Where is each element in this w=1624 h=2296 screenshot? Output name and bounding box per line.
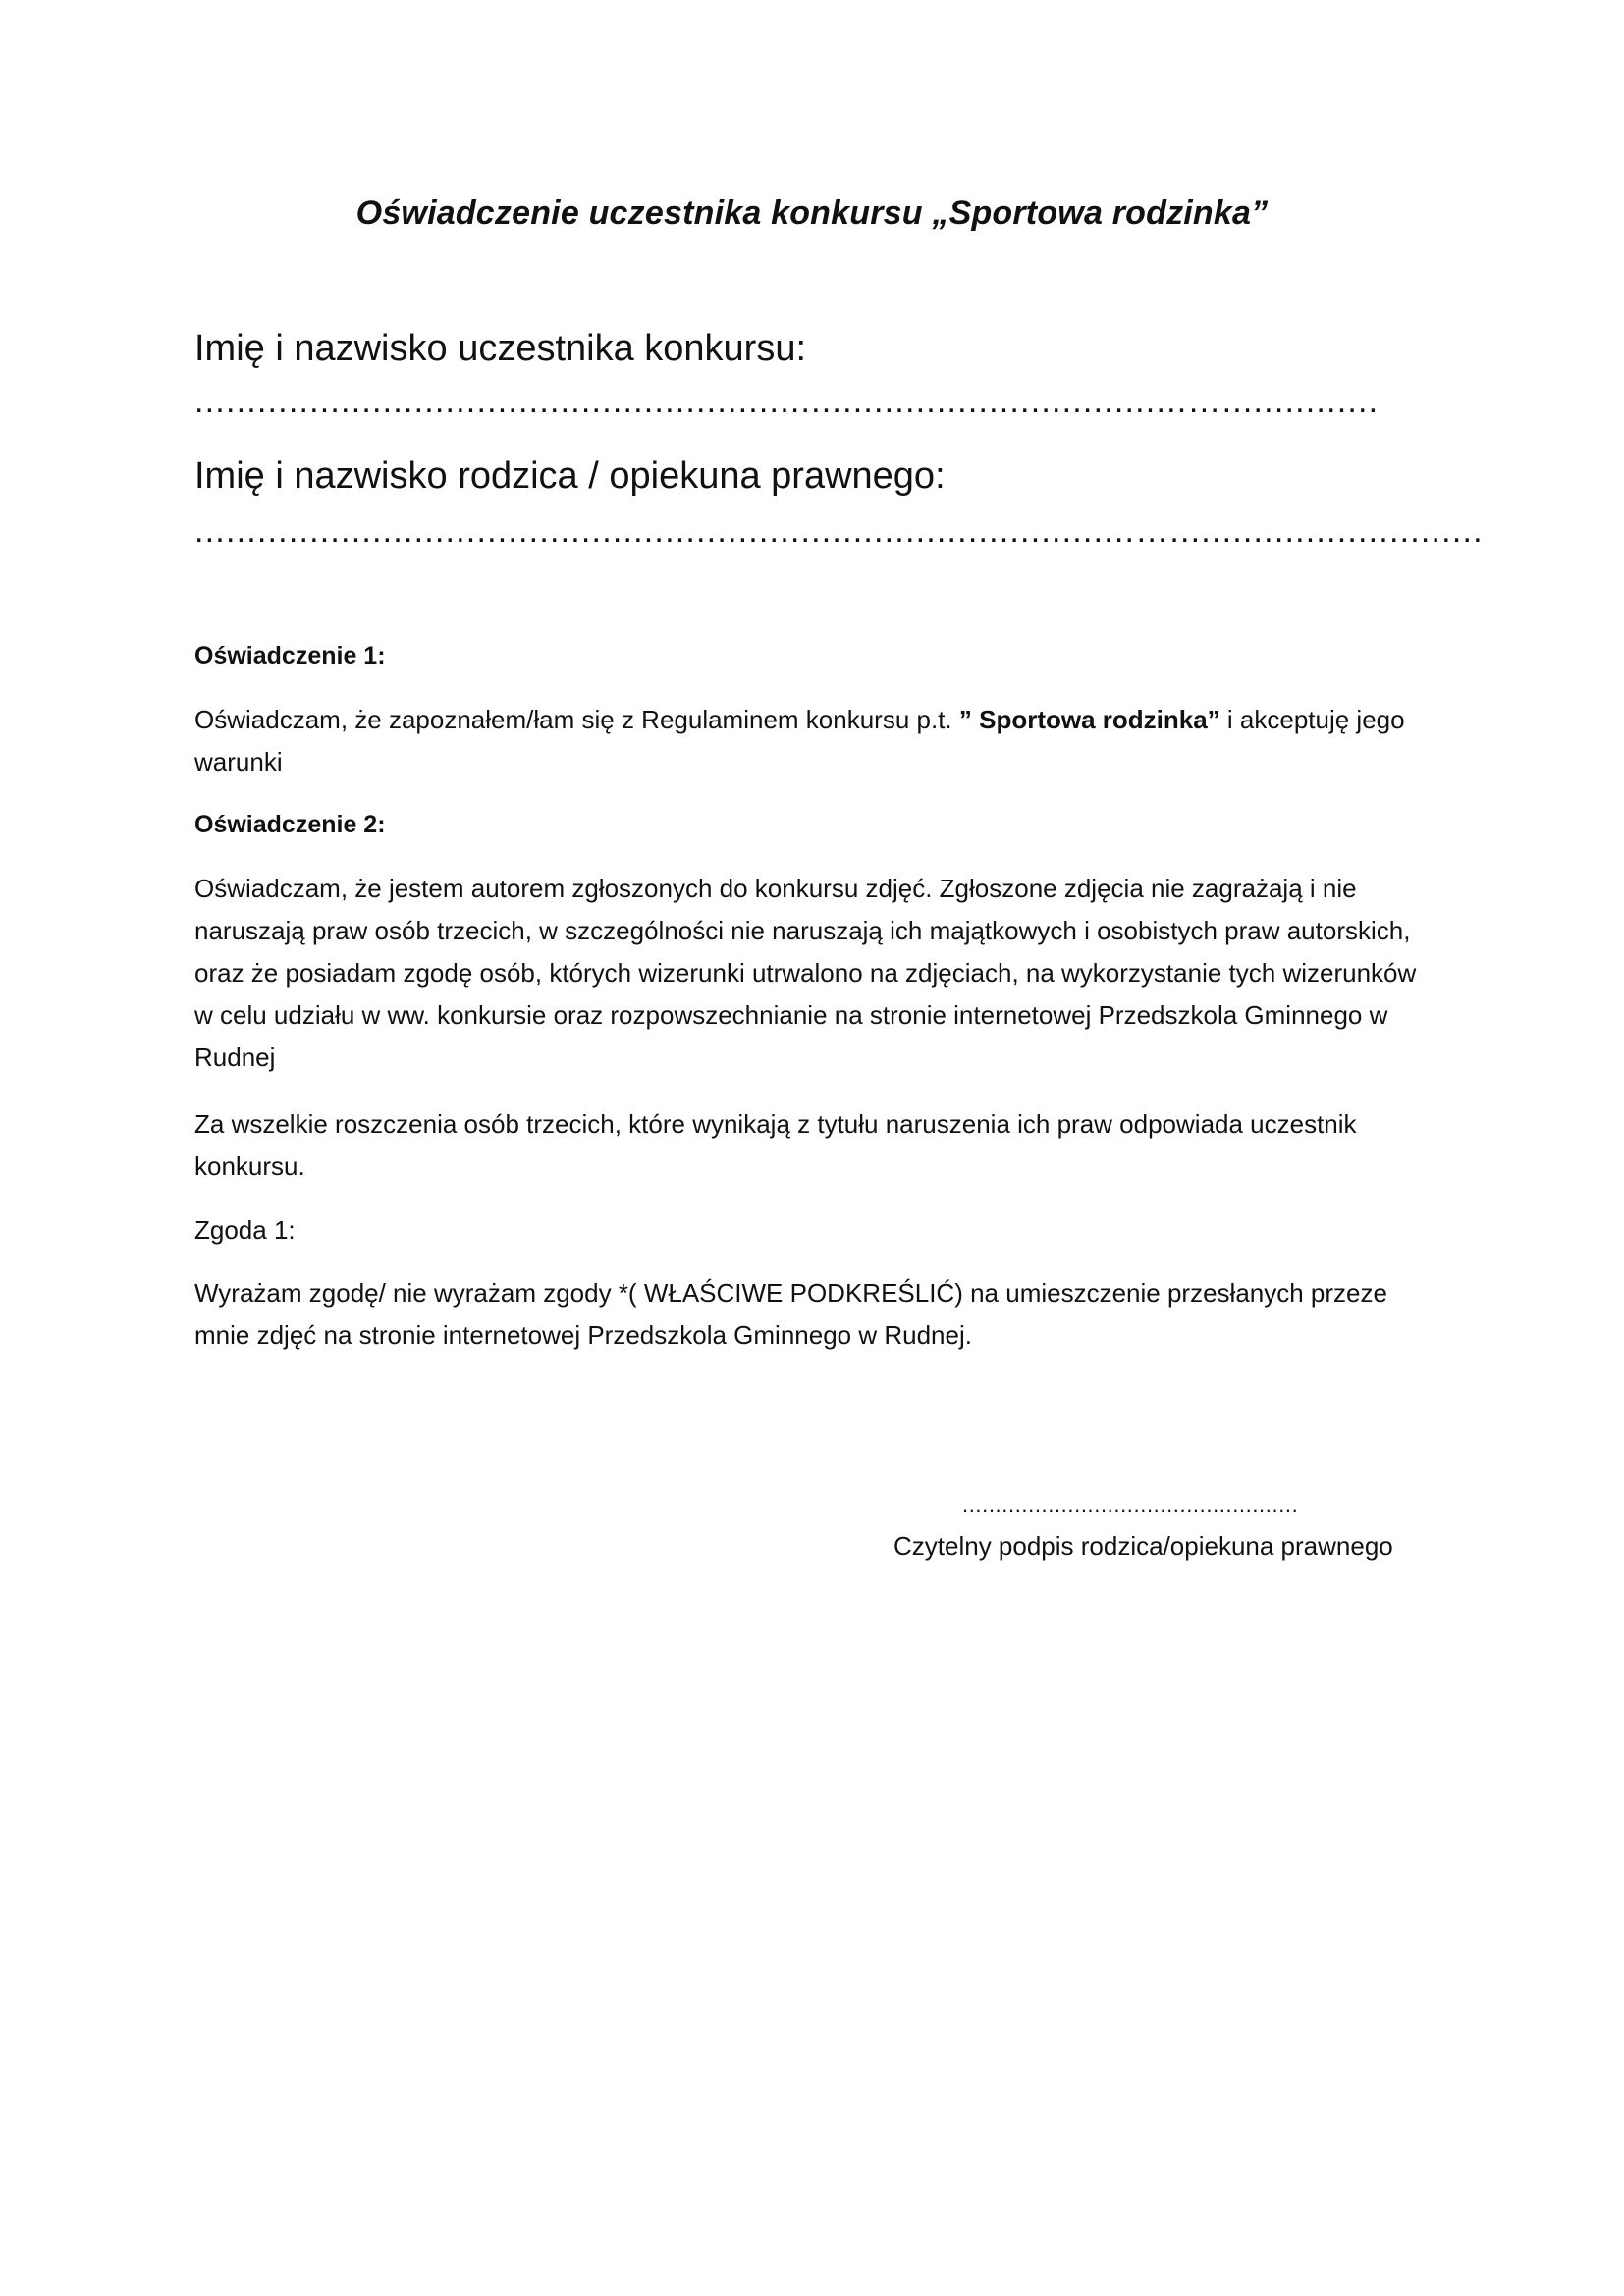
consent1-text: Wyrażam zgodę/ nie wyrażam zgody *( WŁAŚCIWE PODKREŚLIĆ) na umieszczenie przesłanych przeze mnie zdjęć na stronie internetowej Przedszkola Gminnego w Rudnej. <box>194 1278 1387 1350</box>
statement1-contest-name: ” Sportowa rodzinka” <box>958 705 1220 734</box>
parent-name-label: Imię i nazwisko rodzica / opiekuna prawnego: <box>194 455 946 497</box>
participant-name-label: Imię i nazwisko uczestnika konkursu: <box>194 328 807 369</box>
liability-text: Za wszelkie roszczenia osób trzecich, które wynikają z tytułu naruszenia ich praw odpowiada uczestnik konkursu. <box>194 1109 1357 1181</box>
statement2-text: Oświadczam, że jestem autorem zgłoszonych do konkursu zdjęć. Zgłoszone zdjęcia nie zagrażają i nie naruszają praw osób trzecich, w szczególności nie naruszają ich majątkowych i osobistych praw autorskich, oraz że posiadam zgodę osób, których wizerunki utrwalono na zdjęciach, na wykorzystanie tych wizerunków w celu udziału w ww. konkursie oraz rozpowszechnianie na stronie internetowej Przedszkola Gminnego w Rudnej <box>194 874 1417 1072</box>
consent1-heading: Zgoda 1: <box>194 1215 296 1245</box>
signature-label: Czytelny podpis rodzica/opiekuna prawnego <box>893 1531 1393 1561</box>
parent-name-line: ..........................................................................................….............................. <box>194 512 1484 550</box>
document-title: Oświadczenie uczestnika konkursu „Sportowa rodzinka” <box>355 194 1269 232</box>
statement2-heading: Oświadczenie 2: <box>194 811 386 838</box>
signature-line: ................................................... <box>962 1492 1299 1517</box>
statement1-text-after: i akceptuję jego warunki <box>194 705 1405 776</box>
statement1-heading: Oświadczenie 1: <box>194 642 386 669</box>
statement1-text <box>194 699 1441 783</box>
participant-name-line: ...............................................................................................…............... <box>194 383 1380 420</box>
statement1-text-before: Oświadczam, że zapoznałem/łam się z Regulaminem konkursu p.t. <box>194 705 959 734</box>
